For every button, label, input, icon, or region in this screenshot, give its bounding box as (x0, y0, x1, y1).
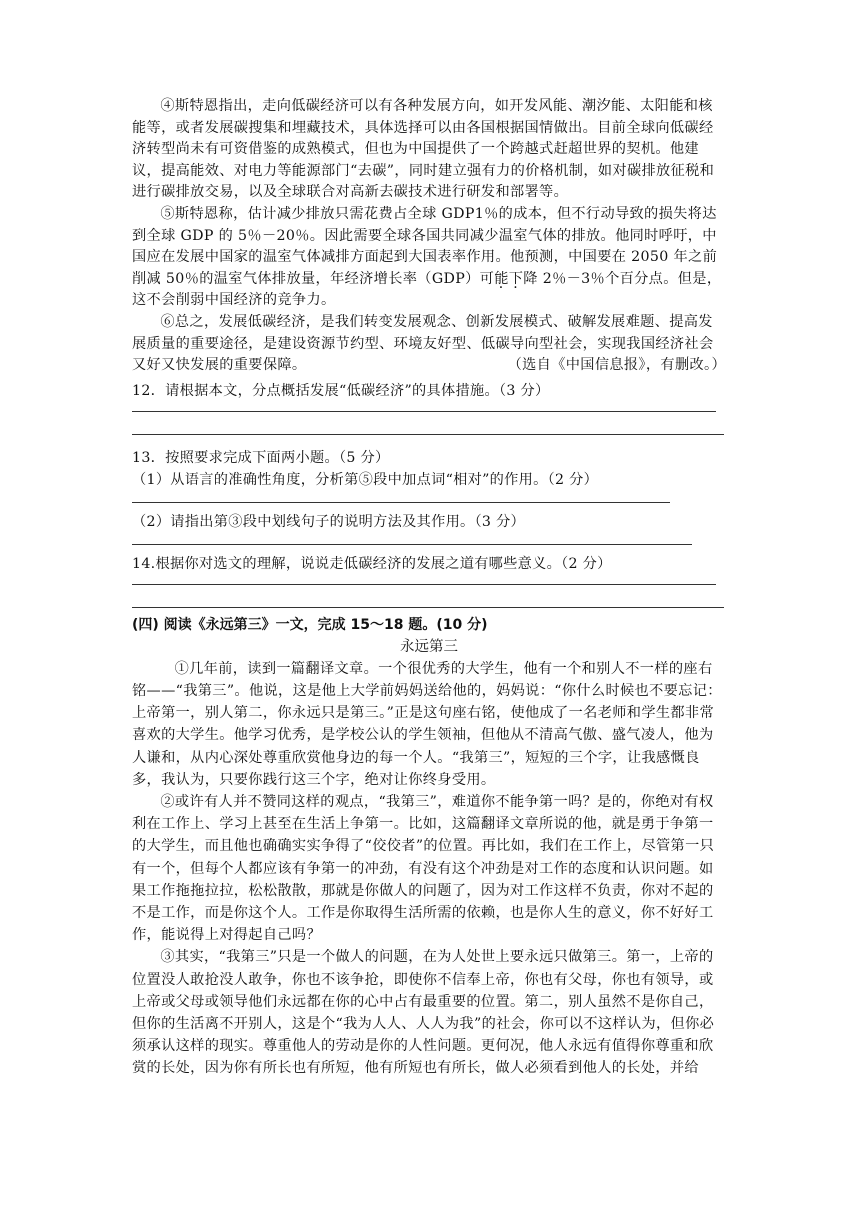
paragraph-5-text-a: ⑤斯特恩称，估计减少排放只需花费占全球 GDP1％的成本，但不行动导致的损失将达到全球 GDP 的 5％－20％。因此需要全球各国共同减少温室气体的排放。他同时呼吁，中国应在发展中国家的温室气体减排方面起到大国表率作用。他预测，中国要在 2050 年之前削减 50％的温室气体排放量，年经济增长率（GDP） (132, 205, 718, 287)
answer-line[interactable] (132, 433, 724, 435)
dotted-char-2: 能 (494, 270, 509, 287)
section-4-heading: (四) 阅读《永远第三》一文，完成 15～18 题。(10 分) (132, 616, 488, 633)
paragraph-6-text: ⑥总之，发展低碳经济，是我们转变发展观念、创新发展模式、破解发展难题、提高发展质量的重要途径，是建设资源节约型、环境友好型、低碳导向型社会，实现我国经济社会又好又快发展的重要保障。 (132, 313, 714, 374)
exam-page (132, 96, 726, 1080)
source-citation: （选自《中国信息报》，有删改。） (507, 357, 726, 374)
paragraph-5 (132, 204, 726, 312)
article-paragraph-1: ①几年前，读到一篇翻译文章。一个很优秀的大学生，他有一个和别人不一样的座右铭——“我第三”。他说，这是他上大学前妈妈送给他的，妈妈说：“你什么时候也不要忘记：上帝第一，别人第二，你永远只是第三。”正是这句座右铭，使他成了一名老师和学生都非常喜欢的大学生。他学习优秀，是学校公认的学生领袖，但他从不清高气傲、盛气凌人，他为人谦和，从内心深处尊重欣赏他身边的每一个人。“我第三”，短短的三个字，让我感慨良多，我认为，只要你践行这三个字，绝对让你终身受用。 (132, 660, 722, 788)
question-13: 13．按照要求完成下面两小题。（5 分） (132, 449, 390, 466)
answer-line[interactable] (132, 410, 716, 412)
article-title: 永远第三 (400, 638, 458, 655)
dotted-char-1: 可 (479, 270, 495, 287)
paragraph-5-text-b: 下降 2％－3％个百分点。但是，这不会削弱中国经济的竞争力。 (132, 270, 722, 309)
answer-line[interactable] (132, 583, 716, 585)
paragraph-4: ④斯特恩指出，走向低碳经济可以有各种发展方向，如开发风能、潮汐能、太阳能和核能等，或者发展碳搜集和埋藏技术，具体选择可以由各国根据国情做出。目前全球向低碳经济转型尚未有可资借鉴的成熟模式，但也为中国提供了一个跨越式赶超世界的契机。他建议，提高能效、对电力等能源部门“去碳”，同时建立强有力的价格机制，如对碳排放征税和进行碳排放交易，以及全球联合对高新去碳技术进行研发和部署等。 (132, 98, 715, 201)
article-paragraph-3: ③其实，“我第三”只是一个做人的问题，在为人处世上要永远只做第三。第一，上帝的位置没人敢抢没人敢争，你也不该争抢，即使你不信奉上帝，你也有父母，你也有领导，或上帝或父母或领导他们永远都在你的心中占有最重要的位置。第二，别人虽然不是你自己，但你的生活离不开别人，这是个“我为人人、人人为我”的社会，你可以不这样认为，但你必须承认这样的现实。尊重他人的劳动是你的人性问题。更何况，他人永远有值得你尊重和欣赏的长处，因为你有所长也有所短，他有所短也有所长，做人必须看到他人的长处，并给 (132, 949, 715, 1077)
question-12: 12．请根据本文，分点概括发展“低碳经济”的具体措施。（3 分） (132, 382, 550, 399)
article-paragraph-2: ②或许有人并不赞同这样的观点，“我第三”，难道你不能争第一吗？是的，你绝对有权利在工作上、学习上甚至在生活上争第一。比如，这篇翻译文章所说的他，就是勇于争第一的大学生，而且他也确确实实争得了“佼佼者”的位置。再比如，我们在工作上，尽管第一只有一个，但每个人都应该有争第一的冲劲，有没有这个冲劲是对工作的态度和认识问题。如果工作拖拖拉拉，松松散散，那就是你做人的问题了，因为对工作这样不负责，你对不起的不是工作，而是你这个人。工作是你取得生活所需的依赖，也是你人生的意义，你不好好工作，能说得上对得起自己吗？ (132, 793, 715, 944)
answer-line[interactable] (132, 606, 724, 608)
answer-line[interactable] (132, 501, 670, 503)
paragraph-6 (132, 312, 726, 377)
question-13-1: （1）从语言的准确性角度，分析第⑤段中加点词“相对”的作用。（2 分） (132, 471, 599, 488)
question-13-2: （2）请指出第③段中划线句子的说明方法及其作用。（3 分） (132, 513, 526, 530)
question-14: 14.根据你对选文的理解，说说走低碳经济的发展之道有哪些意义。（2 分） (132, 555, 612, 572)
answer-line[interactable] (132, 543, 692, 545)
